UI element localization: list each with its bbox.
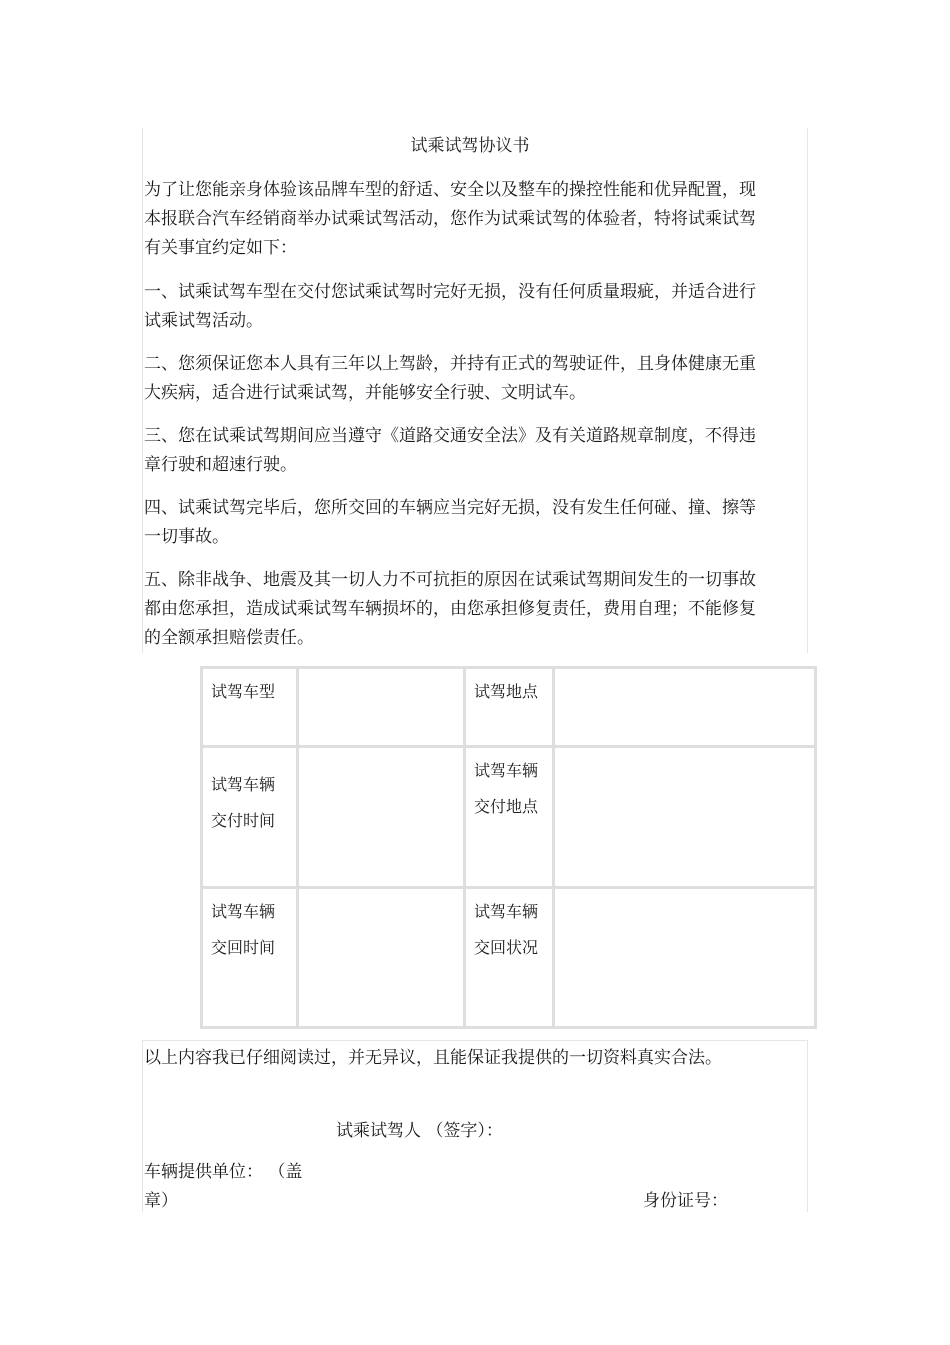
field-return-time[interactable] [298,888,465,1028]
clause-3: 三、您在试乘试驾期间应当遵守《道路交通安全法》及有关道路规章制度，不得违章行驶和超速行驶。 [144,426,756,475]
field-delivery-location[interactable] [554,747,816,888]
intro-paragraph: 为了让您能亲身体验该品牌车型的舒适、安全以及整车的操控性能和优异配置，现本报联合汽车经销商举办试乘试驾活动，您作为试乘试驾的体验者，特将试乘试驾有关事宜约定如下： [144,180,756,258]
field-delivery-time[interactable] [298,747,465,888]
clause-4: 四、试乘试驾完毕后，您所交回的车辆应当完好无损，没有发生任何碰、撞、擦等一切事故。 [144,498,756,547]
test-drive-info-table [200,666,817,1029]
signer-signature-label: 试乘试驾人 （签字）： [336,1121,503,1141]
document-title: 试乘试驾协议书 [410,136,530,156]
label-return-condition [465,888,554,1028]
label-test-model-text: 试驾车型 [211,682,276,701]
label-delivery-time [202,747,298,888]
label-test-location-text: 试驾地点 [474,682,539,701]
field-test-location[interactable] [554,668,816,747]
id-number-label: 身份证号： [643,1191,728,1211]
clause-2: 二、您须保证您本人具有三年以上驾龄，并持有正式的驾驶证件，且身体健康无重大疾病，适合进行试乘试驾，并能够安全行驶、文明试车。 [144,354,756,403]
clause-5: 五、除非战争、地震及其一切人力不可抗拒的原因在试乘试驾期间发生的一切事故都由您承担，造成试乘试驾车辆损坏的，由您承担修复责任，费用自理；不能修复的全额承担赔偿责任。 [144,570,756,648]
table-row-return [202,888,816,1028]
label-test-location [465,668,554,747]
label-return-condition-line2: 交回状况 [474,938,539,957]
label-return-time [202,888,298,1028]
table-row-delivery [202,747,816,888]
label-delivery-time-line2: 交付时间 [211,811,276,830]
label-return-time-line1: 试驾车辆 [211,902,276,921]
field-return-condition[interactable] [554,888,816,1028]
provider-seal-label: 车辆提供单位： （盖章） [144,1162,303,1211]
confirmation-statement: 以上内容我已仔细阅读过，并无异议，且能保证我提供的一切资料真实合法。 [144,1048,722,1068]
field-test-model[interactable] [298,668,465,747]
label-return-condition-line1: 试驾车辆 [474,902,539,921]
label-return-time-line2: 交回时间 [211,938,276,957]
table-row-model-location [202,668,816,747]
label-delivery-location-line1: 试驾车辆 [474,761,539,780]
clause-1: 一、试乘试驾车型在交付您试乘试驾时完好无损，没有任何质量瑕疵，并适合进行试乘试驾活动。 [144,282,756,331]
label-delivery-location-line2: 交付地点 [474,797,539,816]
label-delivery-time-line1: 试驾车辆 [211,775,276,794]
label-delivery-location [465,747,554,888]
label-test-model [202,668,298,747]
